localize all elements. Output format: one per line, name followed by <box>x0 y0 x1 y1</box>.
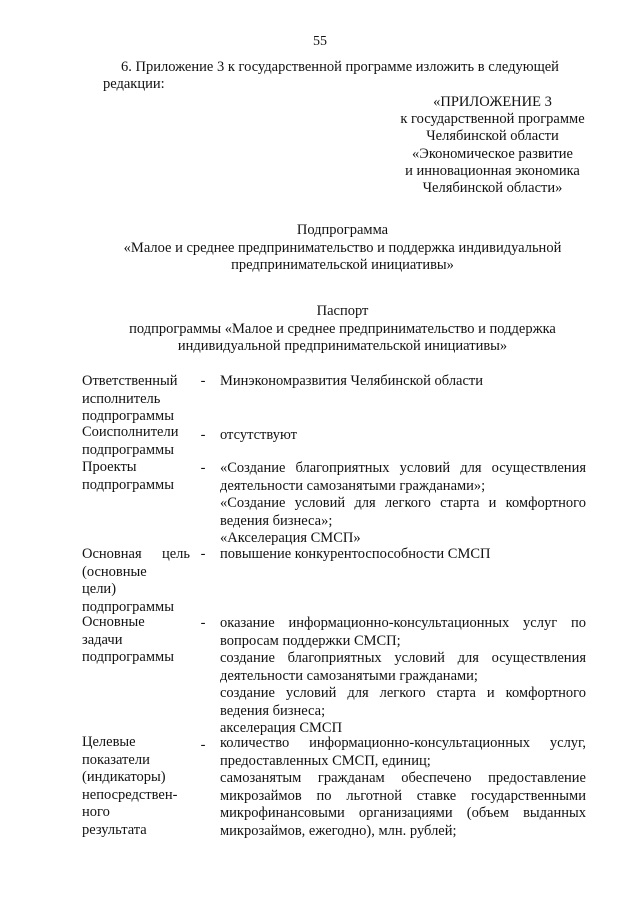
row-label-line: подпрограммы <box>82 598 174 615</box>
row-value <box>220 546 586 564</box>
appendix-header-line: «ПРИЛОЖЕНИЕ 3 <box>433 94 552 110</box>
page-number: 55 <box>313 34 327 49</box>
row-value-line: «Создание условий для легкого старта и комфортного <box>220 495 586 511</box>
row-label <box>82 734 190 839</box>
subprogram-title-line: предпринимательской инициативы» <box>231 257 454 273</box>
row-label-line: подпрограммы <box>82 476 174 493</box>
appendix-header-line: и инновационная экономика <box>405 162 580 179</box>
row-label-line: подпрограммы <box>82 649 174 665</box>
passport-title <box>90 303 595 356</box>
row-label <box>82 614 190 667</box>
row-label-line: Основная цель <box>82 546 190 562</box>
intro-paragraph: 6. Приложение 3 к государственной программе изложить в следующей <box>121 59 559 75</box>
appendix-header <box>380 94 605 197</box>
row-value-line: ведения бизнеса; <box>220 702 326 719</box>
row-label-line: подпрограммы <box>82 408 174 424</box>
subprogram-title-line: «Малое и среднее предпринимательство и поддержка индивидуальной <box>123 239 562 256</box>
row-value-line: микрофинансовыми организациями (объем выданных <box>220 805 586 821</box>
row-value <box>220 460 586 548</box>
row-value-line: создание благоприятных условий для осуществления <box>220 650 586 666</box>
row-dash: - <box>200 737 206 753</box>
row-value-line: отсутствуют <box>220 427 297 443</box>
row-value-line: «Создание благоприятных условий для осуществления <box>220 460 586 476</box>
row-value-line: деятельности самозанятыми гражданами; <box>220 667 478 684</box>
row-label-line: ного <box>82 804 110 820</box>
row-value-line: количество информационно-консультационных услуг, <box>220 735 586 751</box>
passport-title-line: индивидуальной предпринимательской инициативы» <box>177 338 508 354</box>
row-dash: - <box>200 427 206 443</box>
row-value <box>220 615 586 738</box>
row-value-line: предоставленных СМСП, единиц; <box>220 752 431 769</box>
row-value-line: Минэкономразвития Челябинской области <box>220 373 484 389</box>
row-value <box>220 427 586 445</box>
row-label-line: Ответственный <box>82 373 178 389</box>
row-value <box>220 735 586 840</box>
row-label-line: Целевые <box>82 734 136 750</box>
row-label-line: исполнитель <box>82 390 161 407</box>
row-label-line: непосредствен- <box>82 786 178 803</box>
subprogram-title <box>90 222 595 275</box>
appendix-header-line: Челябинской области <box>426 128 559 145</box>
row-dash: - <box>200 373 206 389</box>
row-value-line: повышение конкурентоспособности СМСП <box>220 546 491 562</box>
appendix-header-line: «Экономическое развитие <box>412 145 573 162</box>
row-value <box>220 373 586 391</box>
row-label-line: цели) <box>82 581 117 597</box>
row-value-line: микрозаймов по льготной ставке государственными <box>220 787 586 804</box>
subprogram-title-line: Подпрограмма <box>296 222 389 238</box>
row-label-line: результата <box>82 821 147 838</box>
row-label-line: (основные <box>82 563 147 580</box>
row-dash: - <box>200 546 206 562</box>
row-label-line: показатели <box>82 751 150 768</box>
row-label <box>82 459 190 494</box>
row-label <box>82 424 190 459</box>
row-label-line: подпрограммы <box>82 441 174 458</box>
row-value-line: оказание информационно-консультационных услуг по <box>220 615 586 631</box>
passport-title-line: Паспорт <box>316 303 369 319</box>
appendix-header-line: к государственной программе <box>400 111 585 128</box>
row-value-line: микрозаймов, ежегодно), млн. рублей; <box>220 822 457 839</box>
intro-paragraph-continuation: редакции: <box>103 76 165 92</box>
row-value-line: деятельности самозанятыми гражданами»; <box>220 477 486 494</box>
passport-title-line: подпрограммы «Малое и среднее предпринимательство и поддержка <box>129 320 556 337</box>
row-dash: - <box>200 615 206 631</box>
row-value-line: «Акселерация СМСП» <box>220 530 361 546</box>
row-value-line: самозанятым гражданам обеспечено предоставление <box>220 770 586 786</box>
row-label-line: (индикаторы) <box>82 769 166 785</box>
row-label-line: Проекты <box>82 459 137 475</box>
row-label-line: задачи <box>82 631 123 648</box>
row-value-line: создание условий для легкого старта и комфортного <box>220 685 586 701</box>
row-dash: - <box>200 460 206 476</box>
appendix-header-line: Челябинской области» <box>422 179 563 196</box>
row-label <box>82 373 190 426</box>
row-value-line: ведения бизнеса»; <box>220 512 333 529</box>
row-label <box>82 546 190 616</box>
row-label-line: Соисполнители <box>82 424 179 440</box>
row-value-line: акселерация СМСП <box>220 720 343 736</box>
row-value-line: вопросам поддержки СМСП; <box>220 632 401 649</box>
row-label-line: Основные <box>82 614 145 630</box>
